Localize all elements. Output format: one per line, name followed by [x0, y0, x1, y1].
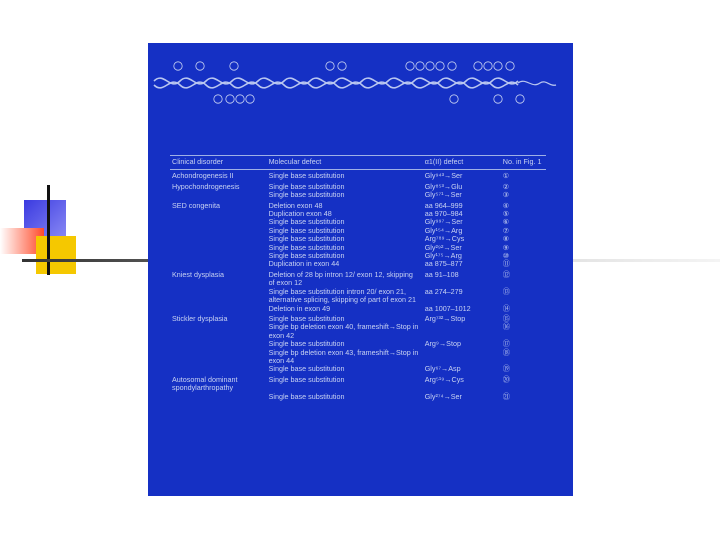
- cell-molecular-defect: Single base substitution: [268, 181, 345, 191]
- cell-clinical-disorder: [170, 393, 267, 401]
- helix-marker-circle: [416, 62, 424, 70]
- cell-fig-number: ⑬: [502, 286, 510, 296]
- cell-fig-number: ②: [502, 181, 510, 191]
- header-clinical-disorder: Clinical disorder: [170, 156, 267, 170]
- cell-fig-number: ③: [502, 190, 510, 200]
- cell-alpha-defect: aa 964–999: [424, 200, 463, 210]
- cell-alpha-defect: Gly¹⁵⁴→Arg: [424, 225, 463, 235]
- table-row: [170, 260, 546, 268]
- cell-alpha-defect: [423, 323, 501, 340]
- table-header-row: [170, 156, 546, 170]
- cell-alpha-defect: Gly²⁷⁴→Ser: [424, 391, 462, 401]
- cell-molecular-defect: Single base substitution intron 20/ exon 21, alternative splicing, skipping of part of exon 21: [268, 286, 416, 305]
- header-alpha-defect: α1(II) defect: [423, 156, 501, 170]
- cell-clinical-disorder: [170, 191, 267, 199]
- cell-clinical-disorder: Autosomal dominant spondylarthropathy: [172, 374, 238, 393]
- cell-clinical-disorder: [170, 210, 267, 218]
- cell-alpha-defect: Arg⁷³²→Stop: [424, 313, 466, 323]
- cell-molecular-defect: Single bp deletion exon 40, frameshift→Stop in exon 42: [268, 322, 419, 340]
- helix-marker-circle: [426, 62, 434, 70]
- table-row: [170, 227, 546, 235]
- cell-fig-number: ①: [502, 171, 510, 181]
- cell-molecular-defect: Single base substitution: [268, 339, 345, 349]
- cell-alpha-defect: Gly⁵⁷¹→Ser: [424, 190, 462, 200]
- helix-marker-circle: [494, 62, 502, 70]
- table-row: [170, 269, 546, 288]
- helix-marker-circle: [484, 62, 492, 70]
- helix-marker-circle: [246, 95, 254, 103]
- cell-fig-number: ㉑: [502, 391, 510, 401]
- table-row: [170, 305, 546, 313]
- cell-alpha-defect: Arg⁷⁸⁹→Cys: [424, 234, 465, 244]
- cell-fig-number: ⑦: [502, 225, 510, 235]
- table-row: [170, 252, 546, 260]
- helix-marker-circle: [326, 62, 334, 70]
- cell-clinical-disorder: [170, 365, 267, 373]
- cell-alpha-defect: Gly¹⁷⁵→Arg: [424, 251, 462, 261]
- cell-fig-number: ⑩: [502, 251, 510, 261]
- scanned-table-image: [148, 43, 573, 496]
- cell-alpha-defect: Gly²⁹²→Ser: [424, 242, 462, 252]
- cell-molecular-defect: Single base substitution: [268, 242, 345, 252]
- cell-clinical-disorder: [170, 227, 267, 235]
- cell-clinical-disorder: [170, 244, 267, 252]
- table-row: [170, 288, 546, 305]
- cell-alpha-defect: aa 91–108: [424, 269, 459, 279]
- table-row: [170, 235, 546, 243]
- decor-yellow-square: [36, 236, 76, 274]
- cell-clinical-disorder: Hypochondrogenesis: [172, 181, 240, 191]
- table-row: [170, 393, 546, 401]
- cell-fig-number: ⑳: [502, 374, 510, 384]
- mutation-table: [170, 155, 546, 401]
- cell-molecular-defect: Deletion exon 48: [268, 200, 323, 210]
- helix-marker-circle: [406, 62, 414, 70]
- helix-marker-circle: [196, 62, 204, 70]
- cell-clinical-disorder: [170, 218, 267, 226]
- helix-marker-circle: [450, 95, 458, 103]
- cell-clinical-disorder: [170, 252, 267, 260]
- helix-marker-circle: [494, 95, 502, 103]
- cell-alpha-defect: Gly⁹⁹⁷→Ser: [424, 217, 463, 227]
- table-row: [170, 218, 546, 226]
- cell-fig-number: ⑫: [502, 269, 510, 279]
- cell-fig-number: ④: [502, 200, 510, 210]
- table-row: [170, 181, 546, 191]
- table-row: [170, 374, 546, 393]
- table-row: [170, 323, 546, 340]
- cell-molecular-defect: Duplication exon 48: [268, 209, 332, 219]
- cell-molecular-defect: Single base substitution: [268, 374, 345, 384]
- helix-marker-circle: [436, 62, 444, 70]
- table-row: [170, 170, 546, 181]
- helix-marker-circle: [516, 95, 524, 103]
- table-row: [170, 365, 546, 373]
- cell-clinical-disorder: [170, 235, 267, 243]
- collagen-helix-diagram: [148, 43, 573, 113]
- cell-molecular-defect: Deletion in exon 49: [268, 303, 331, 313]
- cell-molecular-defect: Single base substitution: [268, 225, 345, 235]
- cell-molecular-defect: Single base substitution: [268, 364, 345, 374]
- cell-molecular-defect: Single base substitution: [268, 234, 345, 244]
- cell-fig-number: ⑤: [502, 209, 510, 219]
- cell-clinical-disorder: [170, 288, 267, 305]
- header-molecular-defect: Molecular defect: [267, 156, 423, 170]
- table-row: [170, 349, 546, 366]
- cell-clinical-disorder: [170, 305, 267, 313]
- cell-alpha-defect: aa 875–877: [424, 259, 463, 269]
- cell-alpha-defect: Arg⁵¹⁹→Cys: [424, 374, 464, 384]
- helix-marker-circle: [506, 62, 514, 70]
- cell-molecular-defect: Single base substitution: [268, 217, 345, 227]
- cell-molecular-defect: Single bp deletion exon 43, frameshift→Stop in exon 44: [268, 347, 419, 365]
- cell-clinical-disorder: [170, 323, 267, 340]
- cell-molecular-defect: Single base substitution: [268, 313, 345, 323]
- helix-marker-circle: [474, 62, 482, 70]
- table-row: [170, 244, 546, 252]
- cell-fig-number: ⑯: [502, 322, 510, 332]
- helix-marker-circle: [236, 95, 244, 103]
- header-fig-number: No. in Fig. 1: [501, 156, 546, 170]
- cell-molecular-defect: Deletion of 28 bp intron 12/ exon 12, skipping of exon 12: [268, 269, 413, 288]
- cell-molecular-defect: Single base substitution: [268, 251, 345, 261]
- cell-fig-number: ⑧: [502, 234, 510, 244]
- cell-fig-number: ⑰: [502, 339, 510, 349]
- table-row: [170, 200, 546, 210]
- helix-marker-circle: [174, 62, 182, 70]
- cell-alpha-defect: aa 970–984: [424, 209, 463, 219]
- cell-alpha-defect: aa 1007–1012: [424, 303, 471, 313]
- cell-alpha-defect: Gly⁹⁴³→Ser: [424, 171, 463, 181]
- helix-marker-circle: [338, 62, 346, 70]
- cell-molecular-defect: Duplication in exon 44: [268, 259, 340, 269]
- table-row: [170, 191, 546, 199]
- table-row: [170, 210, 546, 218]
- cell-fig-number: ⑨: [502, 242, 510, 252]
- cell-molecular-defect: Single base substitution: [268, 391, 345, 401]
- cell-clinical-disorder: [170, 340, 267, 348]
- cell-fig-number: ⑱: [502, 347, 510, 357]
- cell-molecular-defect: Single base substitution: [268, 171, 345, 181]
- cell-fig-number: ⑥: [502, 217, 510, 227]
- cell-alpha-defect: Gly⁶⁷→Asp: [424, 364, 461, 374]
- cell-alpha-defect: aa 274–279: [424, 286, 463, 296]
- cell-clinical-disorder: Kniest dysplasia: [172, 269, 224, 279]
- cell-fig-number: ⑮: [502, 313, 510, 323]
- cell-alpha-defect: Gly⁸⁵³→Glu: [424, 181, 463, 191]
- cell-clinical-disorder: Achondrogenesis II: [172, 171, 234, 181]
- cell-clinical-disorder: SED congenita: [172, 200, 220, 210]
- cell-clinical-disorder: [170, 260, 267, 268]
- helix-marker-circle: [448, 62, 456, 70]
- cell-alpha-defect: Arg⁹→Stop: [424, 339, 461, 349]
- cell-fig-number: ⑪: [502, 259, 510, 269]
- cell-clinical-disorder: [170, 349, 267, 366]
- cell-clinical-disorder: Stickler dysplasia: [172, 313, 228, 323]
- cell-alpha-defect: [423, 349, 501, 366]
- helix-marker-circle: [214, 95, 222, 103]
- cell-molecular-defect: Single base substitution: [268, 190, 345, 200]
- helix-marker-circle: [230, 62, 238, 70]
- helix-marker-circle: [226, 95, 234, 103]
- cell-fig-number: ⑲: [502, 364, 510, 374]
- cell-fig-number: ⑭: [502, 303, 510, 313]
